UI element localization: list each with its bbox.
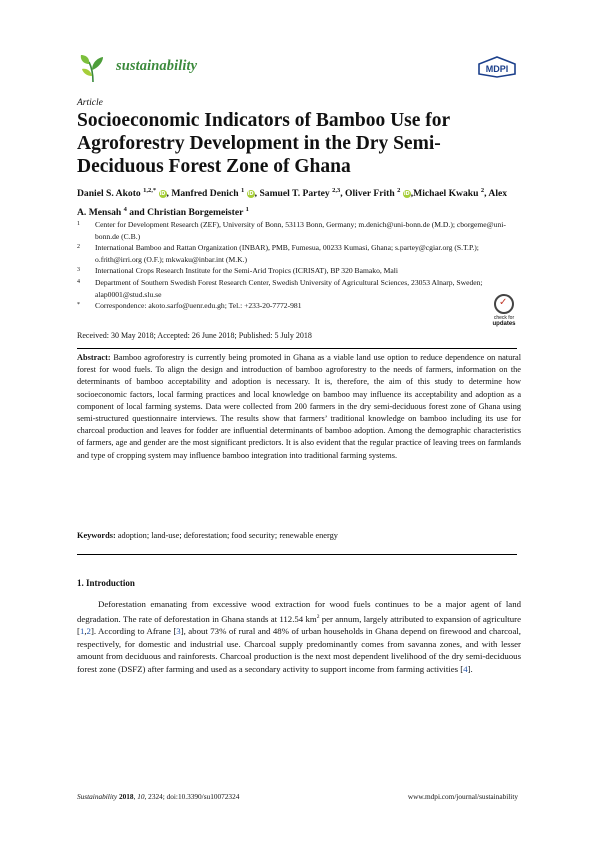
abstract-text: Bamboo agroforestry is currently being promoted in Ghana as a viable land use option to reduce dependence on natural forest for wood fuels. To align the design and introduction of bamboo agroforestry to the needs of farmers, information on the determinants of bamboo acceptability and adoption is necessary. It is, therefore, the aim of this study to determine how socioeconomic factors, local farming practices and local knowledge on bamboo may influence its acceptability and adoption as a component of local farming systems. Data were collected from 200 farmers in the dry semi-deciduous forest zone of Ghana using semi-structured questionnaire interviews. The results show that farmers’ traditional knowledge on bamboo including its use for charcoal production and leaves for fodder are influential determinants of bamboo adoption. Among the demographic characteristics of farmers, age and gender are the most significant predictors. It is also evident that the regular practice of leaving trees on farmlands and type of cropping system may influence bamboo integration into traditional farming systems. <box>77 353 522 460</box>
author-name: Samuel T. Partey <box>259 188 330 200</box>
author-affiliation-mark: 1,2,* <box>143 187 157 194</box>
orcid-icon[interactable]: iD <box>403 191 410 198</box>
check-updates-line2: updates <box>492 321 516 327</box>
affiliation-list <box>77 219 521 312</box>
affiliation-item <box>77 265 521 277</box>
author-affiliation-mark: 2,3 <box>332 187 341 194</box>
author-affiliation-mark: 2 <box>480 187 485 194</box>
abstract <box>77 352 521 462</box>
footer-citation: Sustainability 2018, 10, 2324; doi:10.3390/su10072324 <box>77 792 240 801</box>
affiliation-text: Center for Development Research (ZEF), University of Bonn, 53113 Bonn, Germany; m.denich@uni-bonn.de (M.D.); cborgeme@uni-bonn.de (C.B.) <box>95 220 506 241</box>
affiliation-mark: * <box>77 302 80 309</box>
keywords <box>77 530 521 542</box>
publication-dates: Received: 30 May 2018; Accepted: 26 June 2018; Published: 5 July 2018 <box>77 331 312 340</box>
affiliation-text: Correspondence: akoto.sarfo@uenr.edu.gh; Tel.: +233-20-7772-981 <box>95 301 302 311</box>
mdpi-logo-icon <box>477 56 517 83</box>
divider <box>77 554 517 555</box>
author-name: Daniel S. Akoto <box>77 188 141 200</box>
affiliation-text: International Crops Research Institute for the Semi-Arid Tropics (ICRISAT), BP 320 Bamako, Mali <box>95 266 399 276</box>
footer-url[interactable]: www.mdpi.com/journal/sustainability <box>407 792 518 801</box>
author-name: Christian Borgemeister <box>147 207 244 219</box>
citation-link[interactable]: 3 <box>176 626 181 637</box>
sustainability-leaf-logo-icon <box>77 52 109 84</box>
keywords-label: Keywords: <box>77 531 116 540</box>
author-list: Daniel S. Akoto $^{1,2,*}$ iD, Manfred Denich $^1$ iD, Samuel T. Partey $^{2,3}$, Oliver Frith $^2$ iD,Michael Kwaku $^2$, Alex A. Mensah $^4$ and Christian Borgemeister $^1$ <box>77 187 508 219</box>
affiliation-text: Department of Southern Swedish Forest Research Center, Swedish University of Agricultural Sciences, 23053 Alnarp, Sweden; alap0001@stud.slu.se <box>95 277 483 299</box>
section-heading: 1. Introduction <box>77 578 135 588</box>
check-updates-icon: ✓ <box>494 294 514 314</box>
author-name: Oliver Frith <box>345 188 395 200</box>
mdpi-logo-text: MDPI <box>485 64 509 74</box>
affiliation-item <box>77 242 521 265</box>
article-type: Article <box>77 98 103 108</box>
citation-link[interactable]: 2 <box>86 626 91 637</box>
affiliation-item <box>77 300 521 312</box>
author-affiliation-mark: 1 <box>245 206 249 214</box>
affiliation-item <box>77 219 521 242</box>
citation-link[interactable]: 4 <box>463 663 468 674</box>
author-name: Michael Kwaku <box>413 188 479 200</box>
affiliation-text: International Bamboo and Rattan Organization (INBAR), PMB, Fumesua, 00233 Kumasi, Ghana; s.partey@cgiar.org (S.T.P.); o.frith@irri.org (O.F.); mkwaku@inbar.int (M.K.) <box>95 243 479 264</box>
affiliation-mark: 3 <box>77 267 80 274</box>
author-affiliation-mark: 1 <box>240 187 245 194</box>
journal-name: sustainability <box>116 58 198 74</box>
citation-link[interactable]: 1 <box>79 626 85 637</box>
abstract-label: Abstract: <box>77 353 111 362</box>
affiliation-mark: 2 <box>77 244 80 251</box>
orcid-icon[interactable]: iD <box>247 191 254 198</box>
check-for-updates-badge[interactable] <box>486 294 522 332</box>
affiliation-item <box>77 277 521 300</box>
author-name: Manfred Denich <box>171 188 239 200</box>
keywords-text: adoption; land-use; deforestation; food security; renewable energy <box>117 531 338 540</box>
check-updates-line1: check for <box>493 315 515 321</box>
orcid-icon[interactable]: iD <box>159 191 166 198</box>
article-title: Socioeconomic Indicators of Bamboo Use for Agroforestry Development in the Dry Semi-Deciduous Forest Zone of Ghana <box>77 110 450 177</box>
author-affiliation-mark: 4 <box>123 206 127 214</box>
affiliation-mark: 4 <box>77 278 80 285</box>
introduction-body: Deforestation emanating from excessive wood extraction for wood fuels continues to be a major agent of land degradation. The rate of deforestation in Ghana stands at 112.54 $km^2$ per annum, largely attributed to expansion of agriculture [1,2]. According to Afrane [3], about 73% of rural and 48% of urban households in Ghana depend on firewood and charcoal, respectively, for domestic and industrial use. Charcoal supply predominantly comes from savanna zones, and with lesser amount from deciduous and rainforests. Charcoal production is the next most dependent livelihood of the dry semi-deciduous forest zone (DSFZ) after farming and used as a secondary activity to support income from farming activities [4]. <box>77 599 521 674</box>
author-name: Alex A. Mensah <box>77 188 508 219</box>
divider <box>77 348 517 349</box>
author-affiliation-mark: 2 <box>397 187 401 194</box>
affiliation-mark: 1 <box>77 221 80 227</box>
